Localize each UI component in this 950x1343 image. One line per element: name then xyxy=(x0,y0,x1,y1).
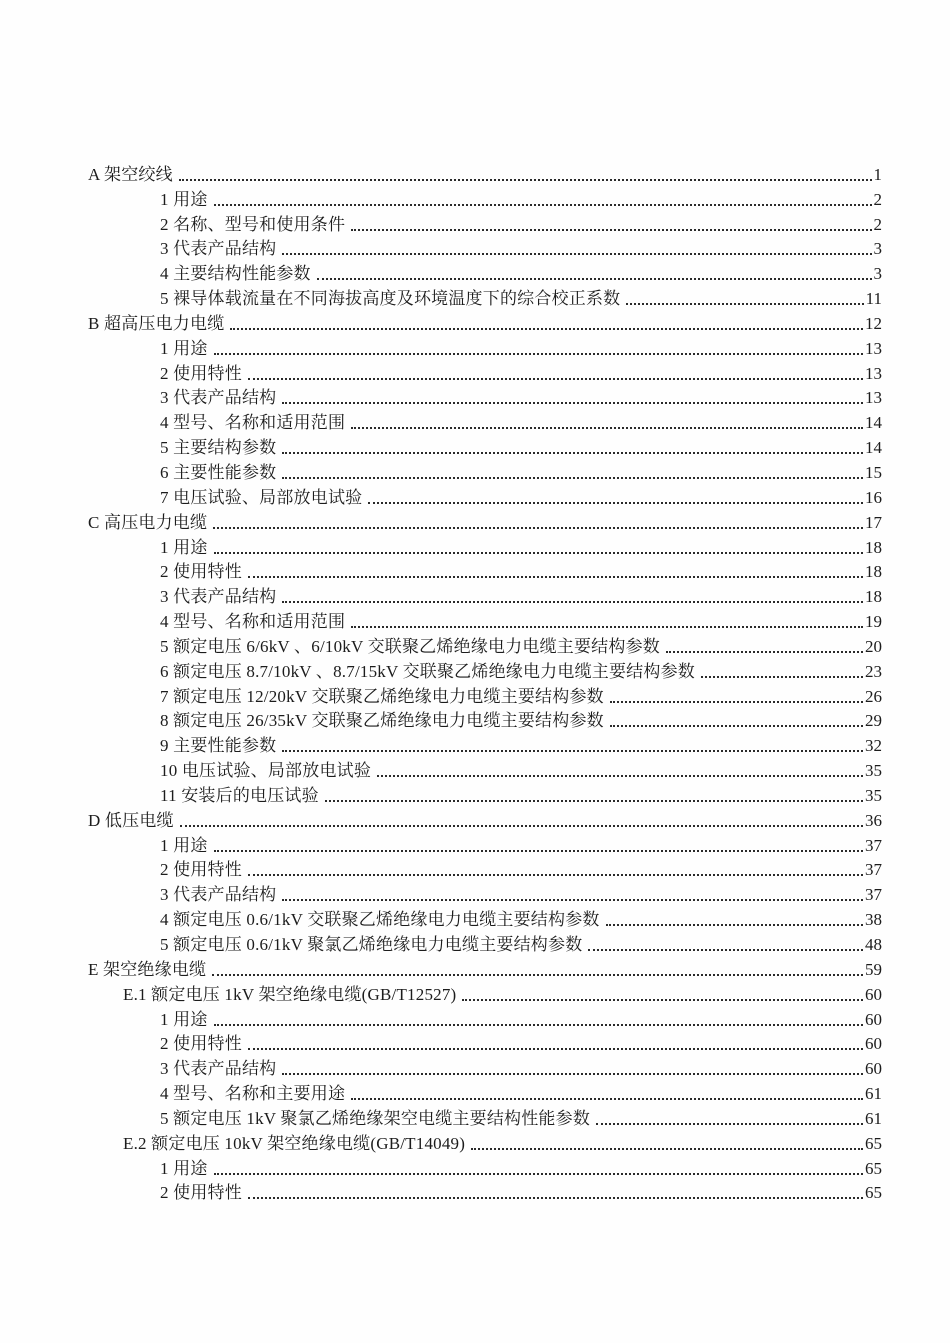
toc-entry-page-number: 3 xyxy=(873,239,882,259)
toc-entry-page-number: 61 xyxy=(865,1084,882,1104)
toc-entry xyxy=(88,1129,882,1154)
toc-entry-label: 2 使用特性 xyxy=(160,860,242,880)
toc-leader-dots xyxy=(701,676,863,678)
toc-leader-dots xyxy=(462,999,863,1001)
toc-entry-page-number: 37 xyxy=(865,860,882,880)
toc-entry xyxy=(88,210,882,235)
toc-leader-dots xyxy=(248,1197,863,1199)
toc-entry-page-number: 59 xyxy=(865,959,882,979)
toc-entry-label: 3 代表产品结构 xyxy=(160,587,277,607)
toc-entry xyxy=(88,1054,882,1079)
toc-entry xyxy=(88,955,882,980)
toc-entry-page-number: 13 xyxy=(865,338,882,358)
toc-entry-label: 2 使用特性 xyxy=(160,1183,242,1203)
toc-entry-page-number: 18 xyxy=(865,587,882,607)
toc-entry-page-number: 3 xyxy=(873,264,882,284)
toc-entry xyxy=(88,880,882,905)
toc-entry-page-number: 37 xyxy=(865,885,882,905)
toc-entry-page-number: 37 xyxy=(865,835,882,855)
toc-leader-dots xyxy=(325,800,863,802)
toc-entry xyxy=(88,235,882,260)
toc-entry-label: 11 安装后的电压试验 xyxy=(160,785,319,805)
toc-entry-page-number: 60 xyxy=(865,984,882,1004)
toc-entry xyxy=(88,309,882,334)
toc-entry xyxy=(88,384,882,409)
toc-leader-dots xyxy=(212,974,863,976)
toc-leader-dots xyxy=(351,1098,863,1100)
toc-entry-label: E 架空绝缘电缆 xyxy=(88,959,207,979)
toc-entry-label: E.2 额定电压 10kV 架空绝缘电缆(GB/T14049) xyxy=(123,1133,466,1153)
toc-leader-dots xyxy=(180,825,863,827)
toc-entry xyxy=(88,980,882,1005)
toc-entry-label: 2 使用特性 xyxy=(160,1034,242,1054)
toc-entry xyxy=(88,1179,882,1204)
toc-entry-page-number: 11 xyxy=(865,289,882,309)
toc-entry xyxy=(88,1030,882,1055)
toc-leader-dots xyxy=(282,452,863,454)
toc-entry-page-number: 14 xyxy=(865,413,882,433)
toc-entry xyxy=(88,558,882,583)
toc-entry-label: 7 电压试验、局部放电试验 xyxy=(160,487,363,507)
toc-entry xyxy=(88,533,882,558)
toc-entry xyxy=(88,508,882,533)
toc-entry-label: 1 用途 xyxy=(160,1009,208,1029)
toc-leader-dots xyxy=(317,278,872,280)
toc-leader-dots xyxy=(230,328,863,330)
toc-entry-label: 10 电压试验、局部放电试验 xyxy=(160,761,372,781)
toc-entry-page-number: 60 xyxy=(865,1009,882,1029)
toc-entry-label: B 超高压电力电缆 xyxy=(88,313,225,333)
toc-entry-page-number: 36 xyxy=(865,810,882,830)
toc-entry xyxy=(88,657,882,682)
toc-entry-page-number: 17 xyxy=(865,512,882,532)
toc-entry-label: 9 主要性能参数 xyxy=(160,736,277,756)
toc-entry-page-number: 1 xyxy=(873,164,882,184)
toc-entry-page-number: 35 xyxy=(865,761,882,781)
toc-entry-label: C 高压电力电缆 xyxy=(88,512,208,532)
toc-entry-page-number: 20 xyxy=(865,636,882,656)
table-of-contents xyxy=(88,160,882,1203)
toc-leader-dots xyxy=(368,502,863,504)
toc-entry-page-number: 2 xyxy=(873,214,882,234)
toc-entry xyxy=(88,731,882,756)
toc-leader-dots xyxy=(214,850,863,852)
toc-entry-page-number: 65 xyxy=(865,1133,882,1153)
toc-entry xyxy=(88,582,882,607)
toc-entry xyxy=(88,1005,882,1030)
toc-entry-label: 7 额定电压 12/20kV 交联聚乙烯绝缘电力电缆主要结构参数 xyxy=(160,686,604,706)
toc-entry-label: 1 用途 xyxy=(160,537,208,557)
toc-entry-page-number: 48 xyxy=(865,935,882,954)
toc-entry-page-number: 16 xyxy=(865,487,882,507)
toc-entry-page-number: 18 xyxy=(865,562,882,582)
toc-entry-label: 8 额定电压 26/35kV 交联聚乙烯绝缘电力电缆主要结构参数 xyxy=(160,711,604,731)
toc-entry-label: 5 额定电压 6/6kV 、6/10kV 交联聚乙烯绝缘电力电缆主要结构参数 xyxy=(160,636,660,656)
toc-entry-label: 3 代表产品结构 xyxy=(160,1059,277,1079)
toc-entry-label: 1 用途 xyxy=(160,1158,208,1178)
toc-entry-page-number: 35 xyxy=(865,785,882,805)
toc-entry xyxy=(88,632,882,657)
toc-entry xyxy=(88,259,882,284)
toc-entry-label: 4 主要结构性能参数 xyxy=(160,264,311,284)
toc-entry-label: 1 用途 xyxy=(160,338,208,358)
toc-entry xyxy=(88,831,882,856)
toc-entry-page-number: 15 xyxy=(865,462,882,482)
toc-leader-dots xyxy=(282,601,863,603)
toc-leader-dots xyxy=(248,874,863,876)
toc-entry-label: A 架空绞线 xyxy=(88,164,173,184)
toc-entry-page-number: 65 xyxy=(865,1183,882,1203)
toc-leader-dots xyxy=(351,229,871,231)
toc-entry-label: 4 型号、名称和适用范围 xyxy=(160,612,346,632)
toc-entry xyxy=(88,607,882,632)
toc-entry xyxy=(88,408,882,433)
toc-entry-page-number: 2 xyxy=(873,189,882,209)
toc-entry xyxy=(88,284,882,309)
toc-leader-dots xyxy=(248,576,863,578)
toc-leader-dots xyxy=(282,750,863,752)
toc-entry-label: 3 代表产品结构 xyxy=(160,388,277,408)
toc-leader-dots xyxy=(282,477,863,479)
toc-entry-page-number: 14 xyxy=(865,438,882,458)
toc-entry-page-number: 18 xyxy=(865,537,882,557)
toc-entry xyxy=(88,930,882,955)
toc-entry-page-number: 26 xyxy=(865,686,882,706)
toc-entry xyxy=(88,334,882,359)
toc-entry-page-number: 29 xyxy=(865,711,882,731)
toc-entry-page-number: 65 xyxy=(865,1158,882,1178)
toc-leader-dots xyxy=(282,402,863,404)
toc-entry xyxy=(88,433,882,458)
toc-leader-dots xyxy=(248,1048,863,1050)
toc-leader-dots xyxy=(606,924,863,926)
toc-entry-label: 1 用途 xyxy=(160,835,208,855)
toc-entry xyxy=(88,483,882,508)
toc-leader-dots xyxy=(351,427,863,429)
toc-leader-dots xyxy=(610,701,863,703)
toc-entry-page-number: 38 xyxy=(865,910,882,930)
toc-entry xyxy=(88,905,882,930)
toc-entry-label: 2 使用特性 xyxy=(160,562,242,582)
toc-leader-dots xyxy=(282,899,863,901)
toc-entry-label: 5 额定电压 0.6/1kV 聚氯乙烯绝缘电力电缆主要结构参数 xyxy=(160,935,583,954)
toc-entry-page-number: 19 xyxy=(865,612,882,632)
toc-leader-dots xyxy=(282,253,871,255)
toc-entry-page-number: 60 xyxy=(865,1034,882,1054)
toc-entry xyxy=(88,1104,882,1129)
toc-entry-page-number: 60 xyxy=(865,1059,882,1079)
toc-entry xyxy=(88,1154,882,1179)
toc-leader-dots xyxy=(626,303,863,305)
toc-entry-label: 6 主要性能参数 xyxy=(160,462,277,482)
toc-entry-page-number: 32 xyxy=(865,736,882,756)
toc-entry-page-number: 23 xyxy=(865,661,882,681)
toc-entry-label: 4 型号、名称和主要用途 xyxy=(160,1084,346,1104)
toc-leader-dots xyxy=(471,1148,863,1150)
toc-entry xyxy=(88,707,882,732)
toc-entry-label: 2 使用特性 xyxy=(160,363,242,383)
toc-leader-dots xyxy=(588,949,863,951)
toc-leader-dots xyxy=(214,1173,863,1175)
toc-entry-label: E.1 额定电压 1kV 架空绝缘电缆(GB/T12527) xyxy=(123,984,457,1004)
toc-leader-dots xyxy=(214,353,863,355)
toc-entry-label: 5 主要结构参数 xyxy=(160,438,277,458)
toc-entry xyxy=(88,359,882,384)
toc-leader-dots xyxy=(351,626,863,628)
toc-leader-dots xyxy=(213,527,863,529)
toc-leader-dots xyxy=(666,651,863,653)
toc-leader-dots xyxy=(596,1123,863,1125)
toc-leader-dots xyxy=(610,725,863,727)
toc-entry-label: D 低压电缆 xyxy=(88,810,174,830)
toc-entry-label: 5 裸导体载流量在不同海拔高度及环境温度下的综合校正系数 xyxy=(160,289,621,309)
toc-leader-dots xyxy=(214,1024,863,1026)
toc-leader-dots xyxy=(377,775,863,777)
toc-leader-dots xyxy=(214,204,872,206)
toc-leader-dots xyxy=(214,552,863,554)
toc-entry xyxy=(88,682,882,707)
toc-entry-label: 5 额定电压 1kV 聚氯乙烯绝缘架空电缆主要结构性能参数 xyxy=(160,1108,591,1128)
toc-leader-dots xyxy=(248,378,863,380)
toc-entry-page-number: 13 xyxy=(865,388,882,408)
toc-entry xyxy=(88,806,882,831)
toc-entry xyxy=(88,856,882,881)
toc-entry xyxy=(88,781,882,806)
toc-entry xyxy=(88,185,882,210)
toc-entry-label: 1 用途 xyxy=(160,189,208,209)
toc-leader-dots xyxy=(282,1073,863,1075)
toc-entry xyxy=(88,458,882,483)
toc-entry-label: 3 代表产品结构 xyxy=(160,885,277,905)
toc-entry-label: 4 型号、名称和适用范围 xyxy=(160,413,346,433)
toc-entry-page-number: 12 xyxy=(865,313,882,333)
toc-entry-label: 6 额定电压 8.7/10kV 、8.7/15kV 交联聚乙烯绝缘电力电缆主要结构参数 xyxy=(160,661,695,681)
toc-entry xyxy=(88,160,882,185)
toc-entry-page-number: 61 xyxy=(865,1108,882,1128)
toc-entry xyxy=(88,1079,882,1104)
toc-entry-label: 2 名称、型号和使用条件 xyxy=(160,214,346,234)
toc-entry-label: 4 额定电压 0.6/1kV 交联聚乙烯绝缘电力电缆主要结构参数 xyxy=(160,910,600,930)
toc-entry-label: 3 代表产品结构 xyxy=(160,239,277,259)
toc-entry-page-number: 13 xyxy=(865,363,882,383)
toc-leader-dots xyxy=(179,179,872,181)
toc-entry xyxy=(88,756,882,781)
